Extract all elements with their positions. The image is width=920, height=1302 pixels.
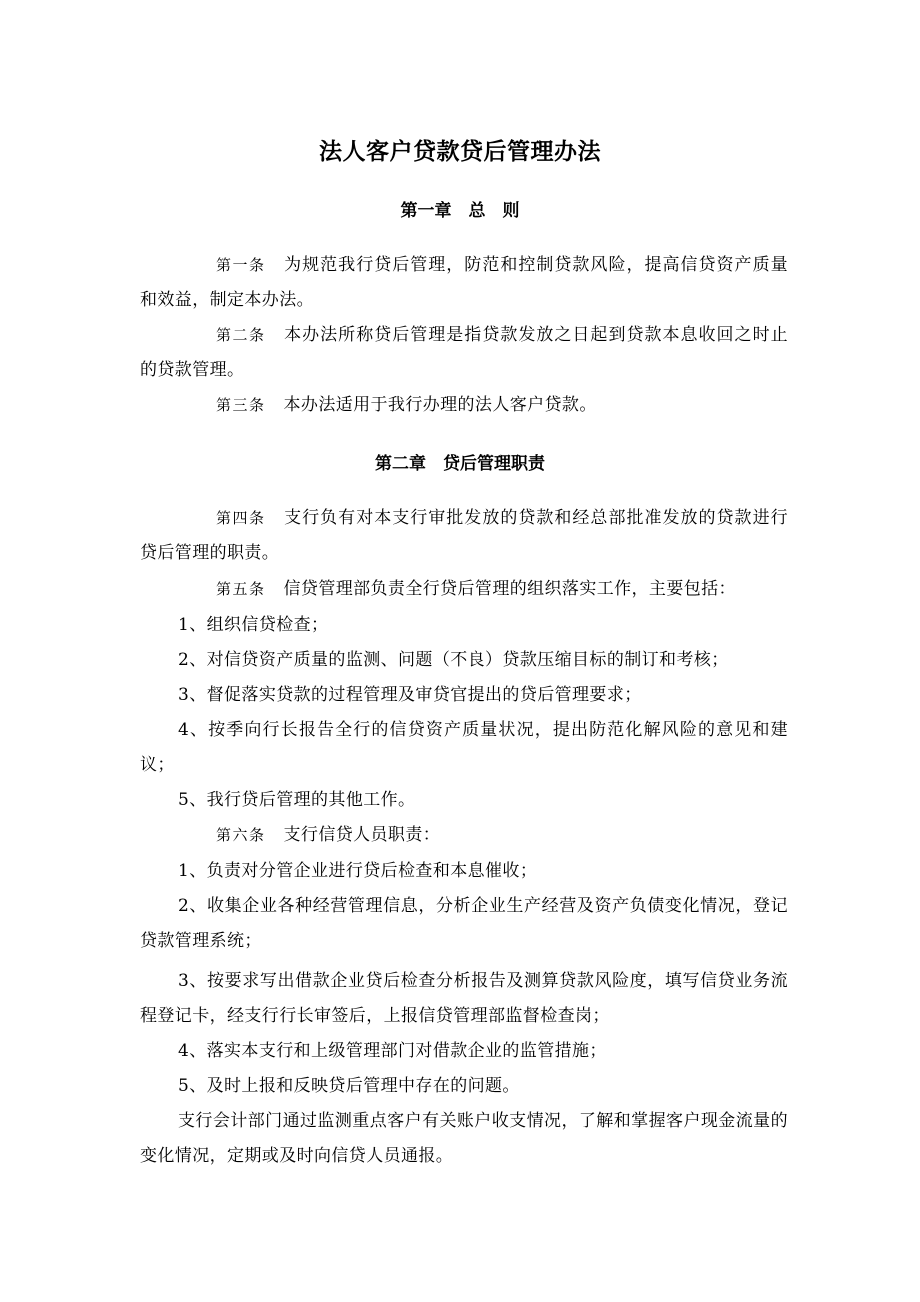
list-item: 2、收集企业各种经营管理信息，分析企业生产经营及资产负债变化情况，登记贷款管理系统； [140,896,788,951]
article-number: 第五条 [216,580,266,598]
chapter-heading-1: 第一章 总 则 [400,201,520,221]
article-number: 第二条 [216,326,266,344]
list-item: 3、督促落实贷款的过程管理及审贷官提出的贷后管理要求； [178,685,642,705]
article-4 [140,501,788,571]
list-item: 2、对信贷资产质量的监测、问题（不良）贷款压缩目标的制订和考核； [178,650,729,670]
article-6 [140,818,788,853]
article-text: 为规范我行贷后管理，防范和控制贷款风险，提高信贷资产质量和效益，制定本办法。 [140,255,788,310]
list-item: 5、我行贷后管理的其他工作。 [178,790,416,810]
list-item: 5、及时上报和反映贷后管理中存在的问题。 [178,1076,520,1096]
article-5 [140,572,788,607]
list-item: 4、落实本支行和上级管理部门对借款企业的监管措施； [178,1041,607,1061]
article-number: 第四条 [216,509,266,527]
list-item: 4、按季向行长报告全行的信贷资产质量状况，提出防范化解风险的意见和建议； [140,720,788,775]
list-item: 3、按要求写出借款企业贷后检查分析报告及测算贷款风险度，填写信贷业务流程登记卡，经支行行长审签后，上报信贷管理部监督检查岗； [140,971,788,1026]
article-text: 信贷管理部负责全行贷后管理的组织落实工作，主要包括： [283,579,736,599]
article-number: 第三条 [216,396,266,414]
chapter-heading-2: 第二章 贷后管理职责 [375,454,545,474]
article-text: 支行负有对本支行审批发放的贷款和经总部批准发放的贷款进行贷后管理的职责。 [140,508,788,563]
article-number: 第一条 [216,256,266,274]
article-text: 支行信贷人员职责： [283,825,441,845]
article-1 [140,248,788,318]
list-item: 1、负责对分管企业进行贷后检查和本息催收； [178,861,538,881]
article-text: 本办法适用于我行办理的法人客户贷款。 [283,395,597,415]
list-item: 1、组织信贷检查； [178,615,329,635]
article-text: 本办法所称贷后管理是指贷款发放之日起到贷款本息收回之时止的贷款管理。 [140,325,788,380]
document-title: 法人客户贷款贷后管理办法 [319,139,601,165]
article-number: 第六条 [216,826,266,844]
article-3 [140,388,788,423]
article-2 [140,318,788,388]
closing-paragraph: 支行会计部门通过监测重点客户有关账户收支情况，了解和掌握客户现金流量的变化情况，定期或及时向信贷人员通报。 [140,1111,788,1166]
